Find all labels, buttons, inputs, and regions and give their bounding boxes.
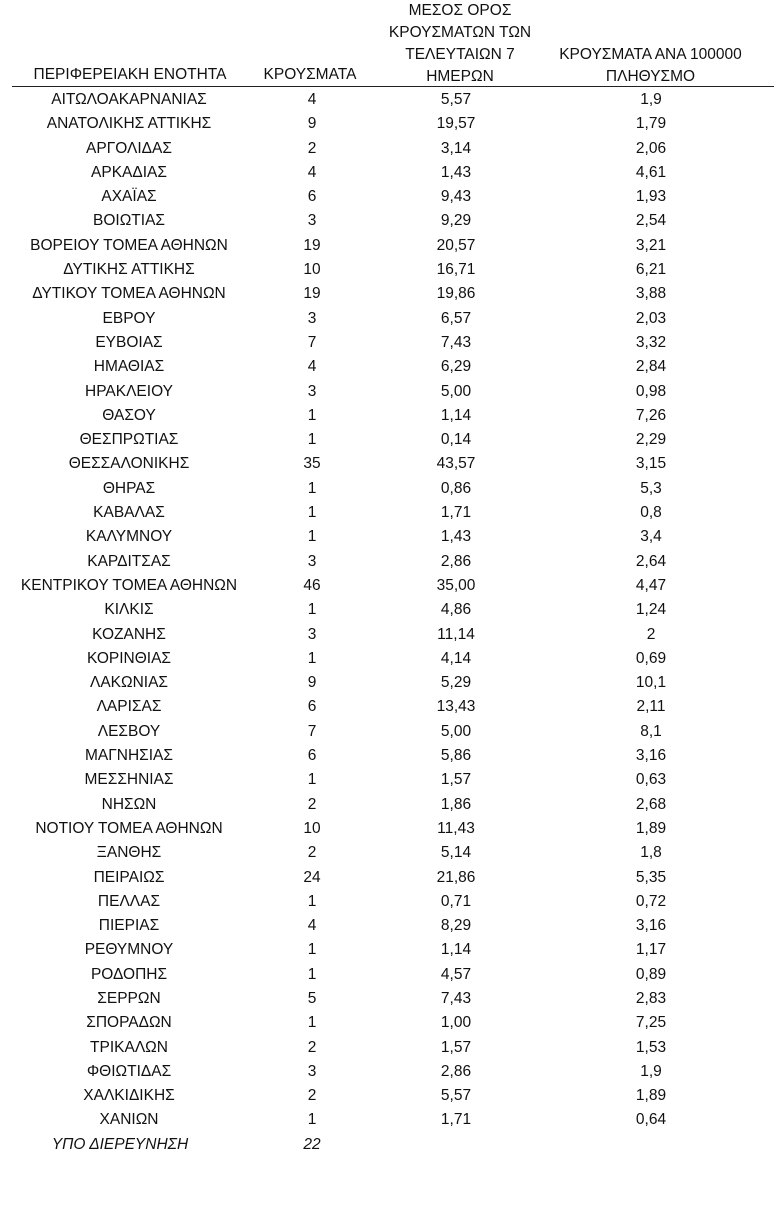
cell-region: ΝΗΣΩΝ	[101, 795, 157, 813]
cell-cases: 2	[307, 844, 317, 862]
cell-cases: 3	[307, 1062, 317, 1080]
cell-cases: 2	[307, 139, 317, 157]
cell-average: 9,43	[440, 188, 472, 206]
cell-region: ΛΑΚΩΝΙΑΣ	[89, 674, 169, 692]
cell-region: ΚΟΖΑΝΗΣ	[92, 625, 166, 643]
cell-per-100000: 2,29	[635, 431, 667, 449]
cell-region: ΔΥΤΙΚΗΣ ΑΤΤΙΚΗΣ	[63, 261, 195, 279]
cell-average: 13,43	[436, 698, 476, 716]
cell-per-100000: 7,25	[635, 1014, 667, 1032]
cell-per-100000: 2,83	[635, 989, 667, 1007]
cell-per-100000: 10,1	[635, 674, 667, 692]
cell-region: ΘΕΣΣΑΛΟΝΙΚΗΣ	[68, 455, 190, 473]
cell-region: ΚΟΡΙΝΘΙΑΣ	[86, 649, 172, 667]
cell-region: ΚΙΛΚΙΣ	[104, 601, 154, 619]
cell-average: 1,71	[440, 504, 472, 522]
cell-per-100000: 1,79	[635, 115, 667, 133]
table-row	[0, 452, 774, 476]
cell-per-100000: 2,64	[635, 552, 667, 570]
cell-cases: 3	[307, 212, 317, 230]
cell-region: ΑΡΚΑΔΙΑΣ	[91, 163, 167, 181]
cell-cases: 1	[307, 504, 317, 522]
cell-average: 2,86	[440, 1062, 472, 1080]
table-row	[0, 623, 774, 647]
cell-per-100000: 5,3	[640, 479, 662, 497]
table-row	[0, 137, 774, 161]
cell-cases: 4	[307, 91, 317, 108]
table-row	[0, 209, 774, 233]
cell-per-100000: 2,06	[635, 139, 667, 157]
cell-region: ΡΕΘΥΜΝΟΥ	[84, 941, 174, 959]
cell-region: ΒΟΙΩΤΙΑΣ	[93, 212, 165, 230]
cell-cases: 3	[307, 552, 317, 570]
cell-average: 2,86	[440, 552, 472, 570]
cell-cases: 3	[307, 309, 317, 327]
cell-average: 0,14	[440, 431, 472, 449]
cell-average: 20,57	[436, 236, 476, 254]
cell-region: ΘΕΣΠΡΩΤΙΑΣ	[79, 431, 179, 449]
table-row	[0, 841, 774, 865]
cell-cases: 2	[307, 1038, 317, 1056]
cell-average: 35,00	[436, 576, 476, 594]
cell-per-100000: 1,93	[635, 188, 667, 206]
cell-average: 1,57	[440, 1038, 472, 1056]
cell-average: 7,43	[440, 989, 472, 1007]
cell-average: 1,43	[440, 163, 472, 181]
header-seven-day-average	[370, 0, 550, 88]
table-row	[0, 793, 774, 817]
cell-cases: 1	[307, 965, 317, 983]
table-row	[0, 525, 774, 549]
table-row	[0, 550, 774, 574]
cell-average: 4,14	[440, 649, 472, 667]
cell-average: 4,57	[440, 965, 472, 983]
cell-per-100000: 1,9	[640, 1062, 662, 1080]
cell-cases: 19	[303, 236, 321, 254]
cell-per-100000: 0,72	[635, 892, 667, 910]
cell-per-100000: 0,8	[640, 504, 662, 522]
cell-region: ΤΡΙΚΑΛΩΝ	[90, 1038, 168, 1056]
table-row	[0, 671, 774, 695]
cell-average: 5,14	[440, 844, 472, 862]
cell-per-100000: 5,35	[635, 868, 667, 886]
header-avg-line-2: ΚΡΟΥΣΜΑΤΩΝ ΤΩΝ	[388, 24, 532, 41]
cell-cases: 2	[307, 795, 317, 813]
cell-average: 1,14	[440, 941, 472, 959]
cell-cases: 7	[307, 333, 317, 351]
cell-region: ΑΙΤΩΛΟΑΚΑΡΝΑΝΙΑΣ	[51, 91, 207, 108]
cell-per-100000: 2,03	[635, 309, 667, 327]
cell-cases: 6	[307, 188, 317, 206]
cell-region: ΑΧΑΪΑΣ	[101, 188, 157, 206]
header-avg-line-3: ΤΕΛΕΥΤΑΙΩΝ 7	[405, 46, 515, 63]
cell-average: 6,57	[440, 309, 472, 327]
table-row	[0, 987, 774, 1011]
cell-average: 1,43	[440, 528, 472, 546]
cell-average: 43,57	[436, 455, 476, 473]
table-row	[0, 1084, 774, 1108]
cell-region: ΕΒΡΟΥ	[102, 309, 156, 327]
table-row	[0, 185, 774, 209]
table-row	[0, 768, 774, 792]
table-row	[0, 380, 774, 404]
cell-region: ΚΕΝΤΡΙΚΟΥ ΤΟΜΕΑ ΑΘΗΝΩΝ	[20, 576, 238, 594]
cell-cases: 1	[307, 649, 317, 667]
cell-region: ΜΕΣΣΗΝΙΑΣ	[84, 771, 174, 789]
cell-per-100000: 2,68	[635, 795, 667, 813]
table-row	[0, 914, 774, 938]
cell-per-100000: 1,17	[635, 941, 667, 959]
cell-per-100000: 0,98	[635, 382, 667, 400]
cell-region: ΗΡΑΚΛΕΙΟΥ	[85, 382, 173, 400]
cell-average: 0,71	[440, 892, 472, 910]
cell-region: ΘΑΣΟΥ	[102, 406, 156, 424]
cell-region: ΜΑΓΝΗΣΙΑΣ	[85, 747, 173, 765]
cell-per-100000: 1,24	[635, 601, 667, 619]
cell-per-100000: 3,16	[635, 747, 667, 765]
cell-region: ΠΕΙΡΑΙΩΣ	[93, 868, 165, 886]
cell-average: 19,57	[436, 115, 476, 133]
cell-average: 7,43	[440, 333, 472, 351]
table-row	[0, 1036, 774, 1060]
cell-average: 1,57	[440, 771, 472, 789]
cell-region: ΡΟΔΟΠΗΣ	[90, 965, 168, 983]
cell-per-100000: 3,15	[635, 455, 667, 473]
cell-per-100000: 0,63	[635, 771, 667, 789]
cell-average: 21,86	[436, 868, 476, 886]
header-divider	[12, 86, 774, 87]
header-avg-line-1: ΜΕΣΟΣ ΟΡΟΣ	[408, 2, 512, 19]
table-row	[0, 574, 774, 598]
cell-average: 1,00	[440, 1014, 472, 1032]
cell-per-100000: 2,54	[635, 212, 667, 230]
header-region: ΠΕΡΙΦΕΡΕΙΑΚΗ ΕΝΟΤΗΤΑ	[33, 66, 227, 83]
cell-per-100000: 1,9	[640, 91, 662, 108]
table-row	[0, 428, 774, 452]
cell-cases: 3	[307, 625, 317, 643]
cell-per-100000: 6,21	[635, 261, 667, 279]
cell-region: ΚΑΛΥΜΝΟΥ	[85, 528, 173, 546]
cell-per-100000: 2,11	[636, 698, 666, 716]
cell-cases: 1	[307, 941, 317, 959]
cell-per-100000: 0,64	[635, 1111, 667, 1129]
table-row	[0, 501, 774, 525]
cell-average: 6,29	[440, 358, 472, 376]
cell-average: 0,86	[440, 479, 472, 497]
table-row	[0, 720, 774, 744]
cell-cases: 6	[307, 698, 317, 716]
cell-cases: 4	[307, 163, 317, 181]
cell-average: 5,57	[440, 1087, 472, 1105]
table-body	[0, 88, 774, 1157]
cell-per-100000: 1,89	[635, 819, 667, 837]
cell-cases: 10	[303, 819, 321, 837]
cell-average: 4,86	[440, 601, 472, 619]
cell-per-100000: 2	[646, 625, 656, 643]
cell-region: ΣΕΡΡΩΝ	[97, 989, 161, 1007]
cell-per-100000: 3,4	[640, 528, 662, 546]
header-per-line-2: ΠΛΗΘΥΣΜΟ	[605, 68, 696, 85]
cell-region: ΕΥΒΟΙΑΣ	[95, 333, 163, 351]
table-row	[0, 866, 774, 890]
cell-per-100000: 3,88	[635, 285, 667, 303]
cell-cases: 2	[307, 1087, 317, 1105]
cell-average: 5,57	[440, 91, 472, 108]
cell-cases: 1	[307, 892, 317, 910]
cell-cases: 19	[303, 285, 321, 303]
cell-region: ΝΟΤΙΟΥ ΤΟΜΕΑ ΑΘΗΝΩΝ	[35, 819, 223, 837]
cell-per-100000: 3,32	[635, 333, 667, 351]
table-row	[0, 355, 774, 379]
cell-region: ΠΕΛΛΑΣ	[97, 892, 161, 910]
cell-cases: 1	[307, 1111, 317, 1129]
table-row	[0, 112, 774, 136]
cell-cases: 5	[307, 989, 317, 1007]
cell-region: ΘΗΡΑΣ	[102, 479, 156, 497]
cell-region: ΗΜΑΘΙΑΣ	[93, 358, 165, 376]
table-row	[0, 744, 774, 768]
cell-cases: 24	[303, 868, 321, 886]
cell-average: 1,86	[440, 795, 472, 813]
cell-cases: 35	[303, 455, 321, 473]
cell-cases: 1	[307, 431, 317, 449]
table-row	[0, 1011, 774, 1035]
table-row	[0, 598, 774, 622]
cell-average: 1,14	[440, 406, 472, 424]
table-row	[0, 695, 774, 719]
cell-average: 19,86	[436, 285, 476, 303]
footer-cases: 22	[303, 1135, 321, 1153]
table-row	[0, 258, 774, 282]
cell-region: ΧΑΛΚΙΔΙΚΗΣ	[83, 1087, 175, 1105]
table-row	[0, 404, 774, 428]
cell-region: ΧΑΝΙΩΝ	[99, 1111, 159, 1129]
cell-average: 9,29	[440, 212, 472, 230]
cell-region: ΛΕΣΒΟΥ	[97, 722, 161, 740]
cell-cases: 1	[307, 406, 317, 424]
header-per-line-1: ΚΡΟΥΣΜΑΤΑ ΑΝΑ 100000	[559, 46, 742, 63]
cell-per-100000: 1,53	[635, 1038, 667, 1056]
cell-per-100000: 4,61	[635, 163, 667, 181]
cell-region: ΔΥΤΙΚΟΥ ΤΟΜΕΑ ΑΘΗΝΩΝ	[32, 285, 226, 303]
table-row	[0, 88, 774, 112]
cell-cases: 1	[307, 528, 317, 546]
cell-cases: 1	[307, 479, 317, 497]
cell-cases: 9	[307, 115, 317, 133]
cell-region: ΞΑΝΘΗΣ	[96, 844, 162, 862]
header-cases: ΚΡΟΥΣΜΑΤΑ	[263, 66, 357, 83]
cell-cases: 9	[307, 674, 317, 692]
cell-region: ΚΑΡΔΙΤΣΑΣ	[87, 552, 171, 570]
table-row	[0, 331, 774, 355]
header-cases-per-100000	[548, 44, 753, 88]
cell-per-100000: 0,89	[635, 965, 667, 983]
cell-per-100000: 0,69	[635, 649, 667, 667]
table-row	[0, 161, 774, 185]
table-row	[0, 817, 774, 841]
cell-cases: 1	[307, 1014, 317, 1032]
table-row	[0, 890, 774, 914]
cell-average: 5,00	[440, 382, 472, 400]
cell-region: ΠΙΕΡΙΑΣ	[98, 917, 160, 935]
cell-cases: 10	[303, 261, 321, 279]
cell-region: ΣΠΟΡΑΔΩΝ	[86, 1014, 172, 1032]
table-row	[0, 938, 774, 962]
cell-average: 16,71	[436, 261, 476, 279]
cell-region: ΒΟΡΕΙΟΥ ΤΟΜΕΑ ΑΘΗΝΩΝ	[30, 236, 228, 254]
cell-average: 5,86	[440, 747, 472, 765]
cell-cases: 46	[303, 576, 321, 594]
table-footer-row	[0, 1133, 774, 1157]
cell-average: 5,29	[440, 674, 472, 692]
cell-cases: 1	[307, 771, 317, 789]
cell-cases: 6	[307, 747, 317, 765]
table-row	[0, 477, 774, 501]
cell-per-100000: 3,21	[635, 236, 667, 254]
cell-average: 1,71	[440, 1111, 472, 1129]
cell-per-100000: 4,47	[635, 576, 667, 594]
table-row	[0, 963, 774, 987]
cell-region: ΦΘΙΩΤΙΔΑΣ	[86, 1062, 172, 1080]
table-row	[0, 282, 774, 306]
footer-region: ΥΠΟ ΔΙΕΡΕΥΝΗΣΗ	[51, 1135, 189, 1153]
cell-cases: 7	[307, 722, 317, 740]
cell-per-100000: 1,89	[635, 1087, 667, 1105]
cell-average: 5,00	[440, 722, 472, 740]
table-row	[0, 1060, 774, 1084]
table-row	[0, 234, 774, 258]
cell-region: ΑΡΓΟΛΙΔΑΣ	[86, 139, 172, 157]
header-avg-line-4: ΗΜΕΡΩΝ	[426, 68, 494, 85]
cell-average: 11,14	[437, 625, 475, 643]
table-row	[0, 1108, 774, 1132]
cell-region: ΚΑΒΑΛΑΣ	[93, 504, 165, 522]
cell-region: ΑΝΑΤΟΛΙΚΗΣ ΑΤΤΙΚΗΣ	[46, 115, 212, 133]
cell-cases: 4	[307, 358, 317, 376]
table-row	[0, 647, 774, 671]
cell-per-100000: 8,1	[640, 722, 662, 740]
cell-per-100000: 3,16	[635, 917, 667, 935]
cell-per-100000: 2,84	[635, 358, 667, 376]
table-row	[0, 307, 774, 331]
cell-cases: 3	[307, 382, 317, 400]
cell-cases: 4	[307, 917, 317, 935]
cell-per-100000: 1,8	[640, 844, 662, 862]
cell-average: 11,43	[437, 819, 475, 837]
cell-per-100000: 7,26	[635, 406, 667, 424]
cell-average: 3,14	[440, 139, 472, 157]
cell-average: 8,29	[440, 917, 472, 935]
cell-cases: 1	[307, 601, 317, 619]
cell-region: ΛΑΡΙΣΑΣ	[96, 698, 162, 716]
